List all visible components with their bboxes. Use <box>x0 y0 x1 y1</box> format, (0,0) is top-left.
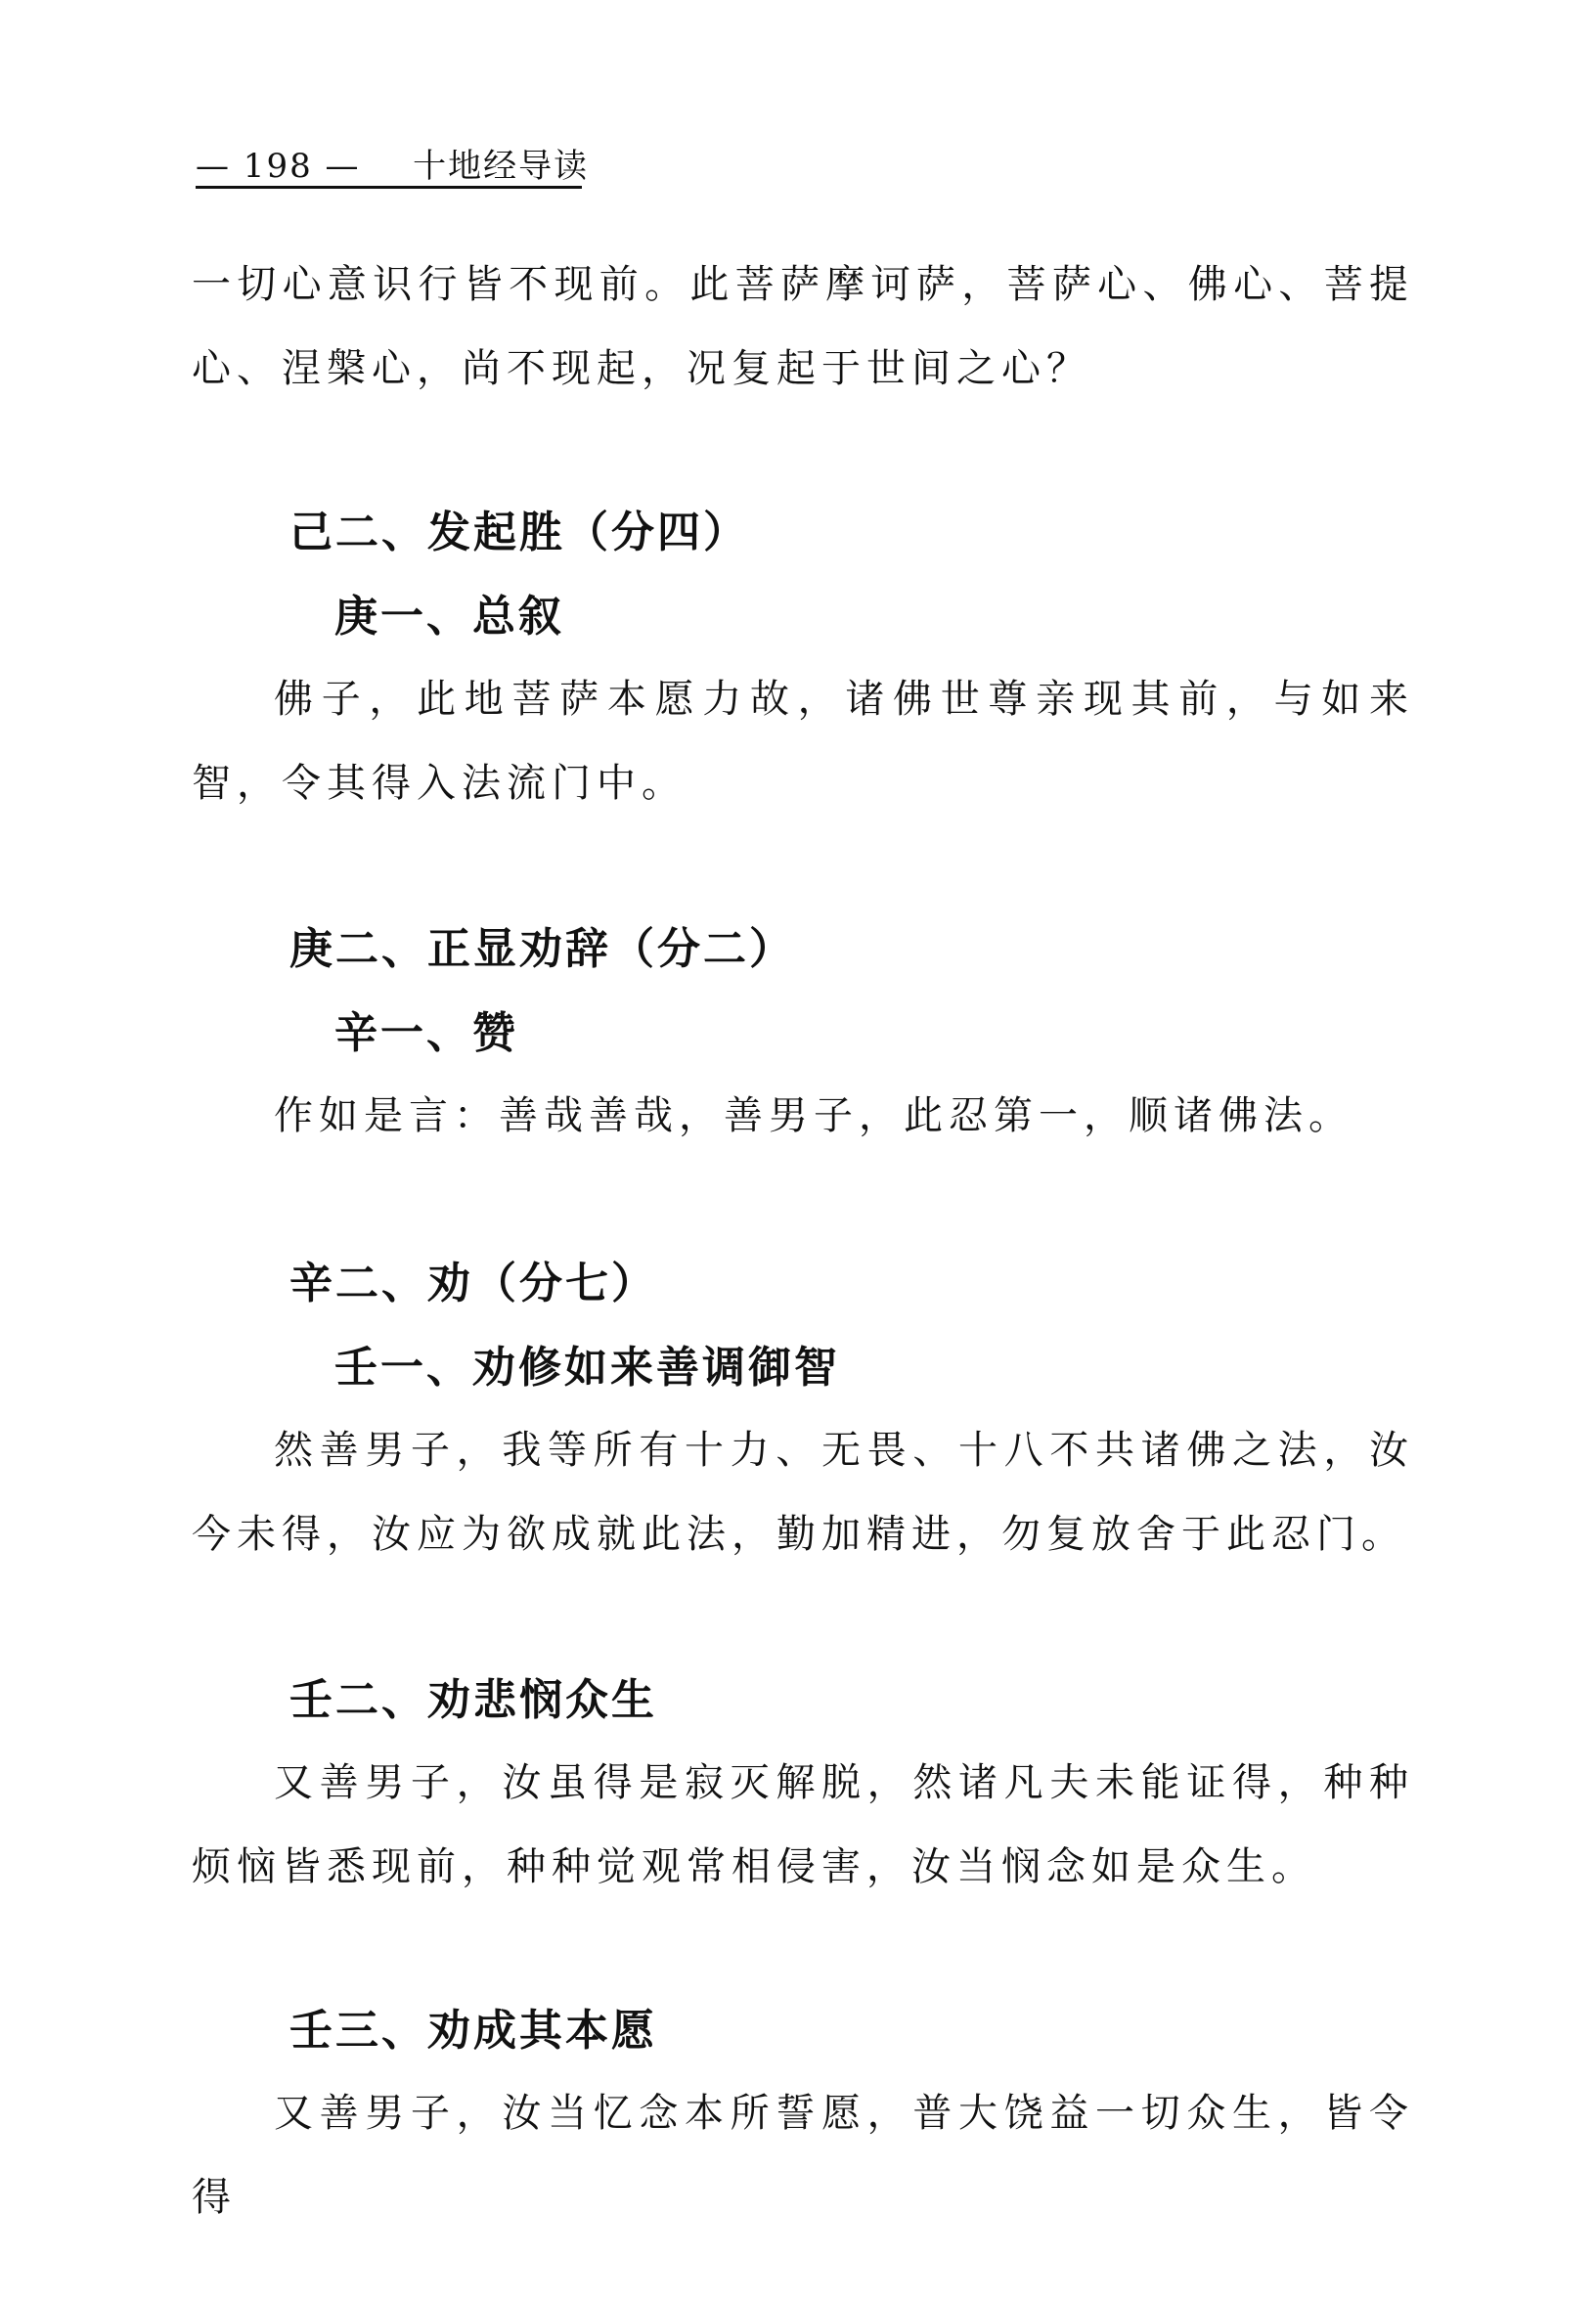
heading-ren-san: 壬三、劝成其本愿 <box>289 2006 657 2056</box>
heading-ji-er: 己二、发起胜（分四） <box>289 508 749 557</box>
heading-xin-yi: 辛一、赞 <box>334 1008 518 1058</box>
book-title: 十地经导读 <box>413 147 590 186</box>
paragraph-2: 作如是言：善哉善哉，善男子，此忍第一，顺诸佛法。 <box>274 1093 1353 1138</box>
paragraph-4: 又善男子，汝虽得是寂灭解脱，然诸凡夫未能证得，种种烦恼皆悉现前，种种觉观常相侵害，汝当悯念如是众生。 <box>192 1760 1414 1889</box>
heading-ren-yi: 壬一、劝修如来善调御智 <box>334 1343 840 1393</box>
heading-ren-er: 壬二、劝悲悯众生 <box>289 1675 657 1725</box>
running-header <box>196 139 589 187</box>
paragraph-3: 然善男子，我等所有十力、无畏、十八不共诸佛之法，汝今未得，汝应为欲成就此法，勤加精进，勿复放舍于此忍门。 <box>192 1428 1414 1557</box>
heading-geng-yi: 庚一、总叙 <box>334 592 564 642</box>
header-rule <box>196 186 582 189</box>
page-number: — 198 — <box>196 147 361 186</box>
heading-xin-er: 辛二、劝（分七） <box>289 1259 657 1308</box>
paragraph-1: 佛子，此地菩萨本愿力故，诸佛世尊亲现其前，与如来智，令其得入法流门中。 <box>192 677 1414 806</box>
paragraph-0: 一切心意识行皆不现前。此菩萨摩诃萨，菩萨心、佛心、菩提心、涅槃心，尚不现起，况复起于世间之心？ <box>192 262 1414 391</box>
heading-geng-er: 庚二、正显劝辞（分二） <box>289 924 795 974</box>
paragraph-5: 又善男子，汝当忆念本所誓愿，普大饶益一切众生，皆令得 <box>192 2091 1414 2220</box>
